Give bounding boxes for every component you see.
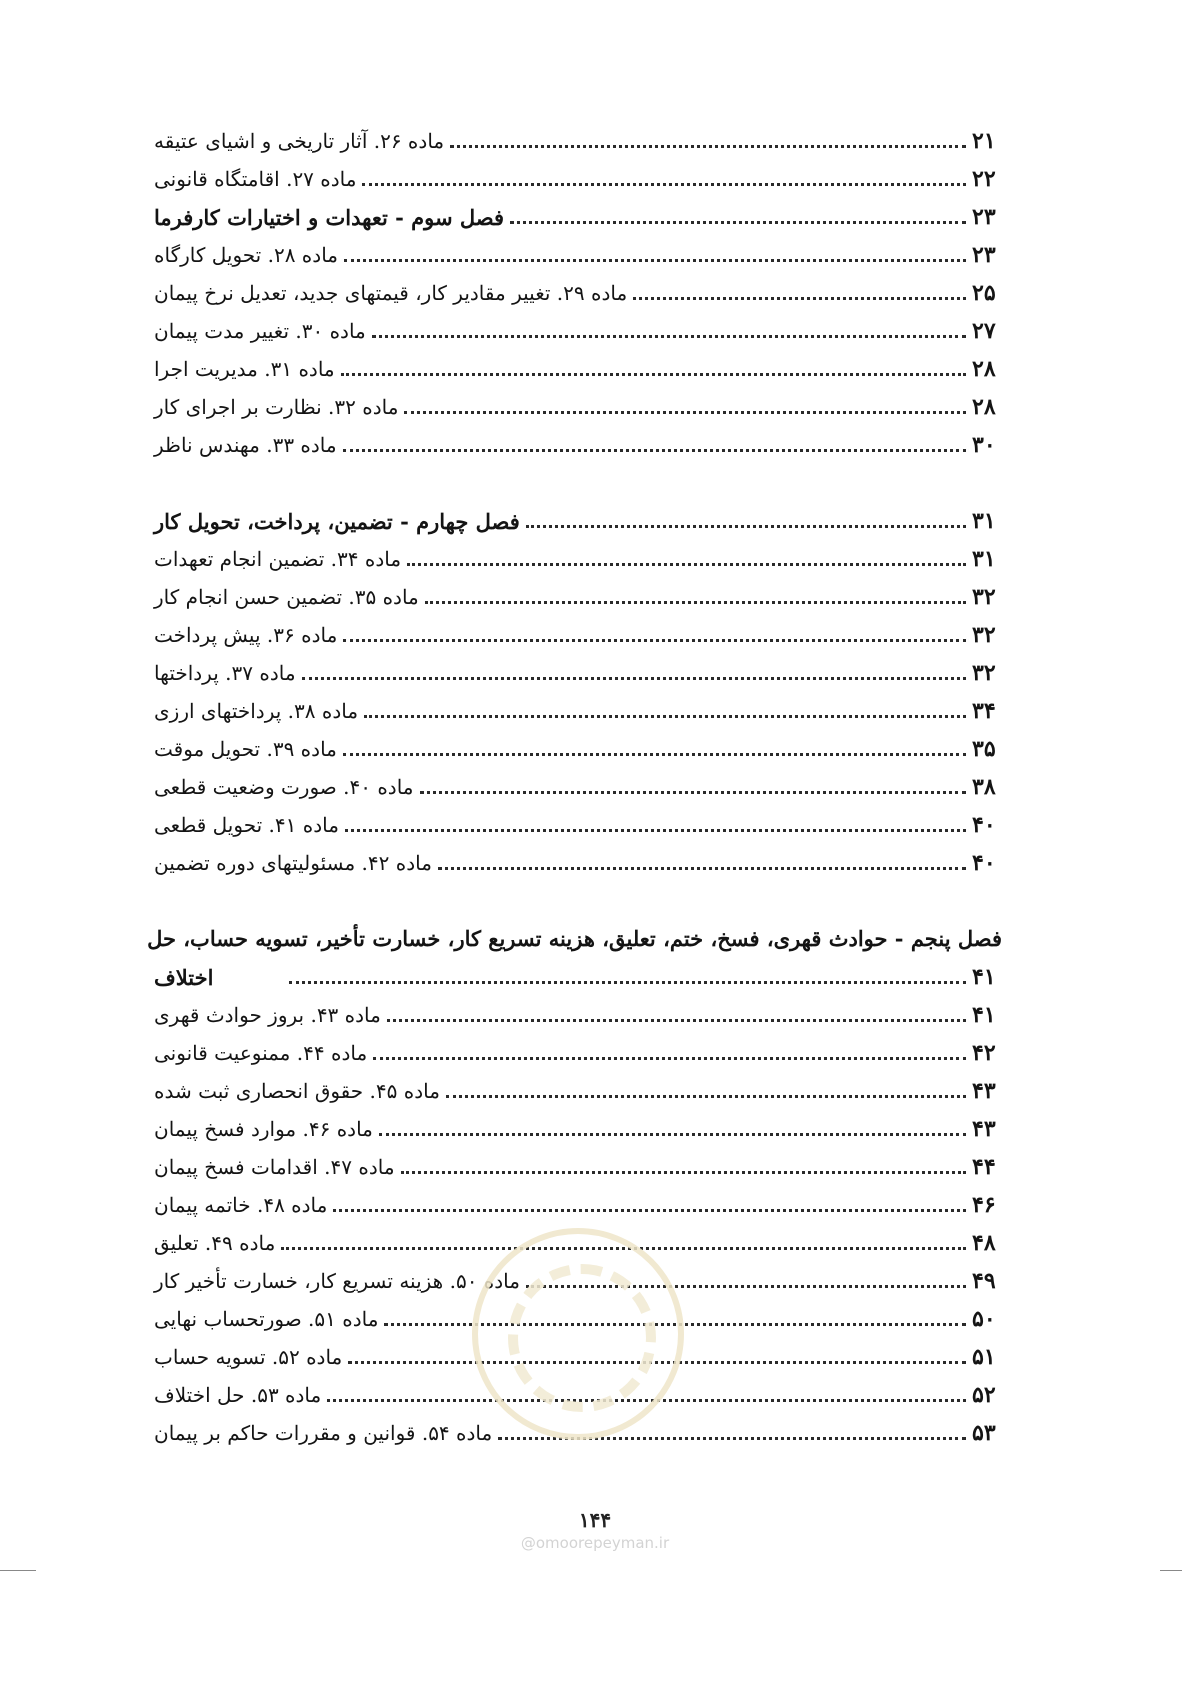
dot-leader: [372, 334, 966, 338]
dot-leader: [404, 410, 966, 414]
toc-entry-row: [150, 350, 1002, 388]
entry-title: ماده ۲۹. تغییر مقادیر کار، قیمتهای جدید، تعدیل نرخ پیمان: [154, 281, 628, 305]
dot-leader: [401, 1170, 966, 1174]
toc-entry-row: [150, 996, 1002, 1034]
entry-page-number: ۴۴: [972, 1154, 996, 1180]
toc-entry-row: [150, 122, 1002, 160]
toc-entry-row: [150, 274, 1002, 312]
entry-page-number: ۳۰: [972, 432, 996, 458]
entry-page-number: ۴۳: [972, 1116, 996, 1142]
entry-page-number: ۳۱: [972, 546, 996, 572]
dot-leader: [364, 714, 966, 718]
dot-leader: [387, 1018, 966, 1022]
entry-title: ماده ۵۴. قوانین و مقررات حاکم بر پیمان: [154, 1421, 493, 1445]
entry-page-number: ۴۰: [972, 812, 996, 838]
toc-entry-row: [150, 730, 1002, 768]
section-gap: [150, 464, 1002, 502]
entry-page-number: ۲۷: [972, 318, 996, 344]
toc-entry-row: [150, 768, 1002, 806]
entry-page-number: ۳۲: [972, 622, 996, 648]
chapter-5-title-row: [150, 958, 1002, 996]
entry-page-number: ۴۹: [972, 1268, 996, 1294]
toc-section-chapter-4: [150, 502, 1002, 882]
entry-page-number: ۵۱: [972, 1344, 996, 1370]
toc-entry-row: [150, 1148, 1002, 1186]
entry-title: ماده ۴۴. ممنوعیت قانونی: [154, 1041, 368, 1065]
chapter-title: فصل چهارم - تضمین، پرداخت، تحویل کار: [154, 508, 520, 534]
watermark-url: @omoorepeyman.ir: [520, 1534, 670, 1552]
entry-title: ماده ۵۱. صورتحساب نهایی: [154, 1307, 379, 1331]
toc-entry-row: [150, 616, 1002, 654]
entry-title: ماده ۴۷. اقدامات فسخ پیمان: [154, 1155, 395, 1179]
toc-entry-row: [150, 806, 1002, 844]
entry-page-number: ۲۳: [972, 242, 996, 268]
dot-leader: [333, 1208, 966, 1212]
toc-entry-row: [150, 578, 1002, 616]
toc-entry-row: [150, 844, 1002, 882]
entry-title: ماده ۴۹. تعلیق: [154, 1231, 276, 1255]
chapter-5-title-line-1: فصل پنجم - حوادث قهری، فسخ، ختم، تعلیق، هزینه تسریع کار، خسارت تأخیر، تسویه حساب، حل: [147, 926, 1002, 951]
toc-entry-row: [150, 1034, 1002, 1072]
entry-page-number: ۳۵: [972, 736, 996, 762]
entry-page-number: ۳۱: [972, 508, 996, 534]
entry-page-number: ۴۸: [972, 1230, 996, 1256]
dot-leader: [289, 980, 966, 984]
edge-mark-left: [0, 1570, 36, 1571]
entry-title: ماده ۳۰. تغییر مدت پیمان: [154, 319, 366, 343]
entry-title: ماده ۴۳. بروز حوادث قهری: [154, 1003, 381, 1027]
entry-title: ماده ۳۴. تضمین انجام تعهدات: [154, 547, 402, 571]
entry-page-number: ۲۵: [972, 280, 996, 306]
entry-page-number: ۲۳: [972, 204, 996, 230]
entry-title: ماده ۴۸. خاتمه پیمان: [154, 1193, 328, 1217]
chapter-5-title-line-2: اختلاف: [154, 964, 214, 990]
entry-page-number: ۲۸: [972, 356, 996, 382]
entry-title: ماده ۴۱. تحویل قطعی: [154, 813, 339, 837]
toc-entry-row: [150, 540, 1002, 578]
dot-leader: [373, 1056, 966, 1060]
dot-leader: [379, 1132, 966, 1136]
entry-page-number: ۲۲: [972, 166, 996, 192]
chapter-title: فصل سوم - تعهدات و اختیارات کارفرما: [154, 204, 505, 230]
entry-page-number: ۵۳: [972, 1420, 996, 1446]
dot-leader: [526, 524, 966, 528]
toc-entry-row: [150, 388, 1002, 426]
entry-title: ماده ۵۰. هزینه تسریع کار، خسارت تأخیر کار: [154, 1269, 520, 1293]
entry-title: ماده ۳۸. پرداختهای ارزی: [154, 699, 359, 723]
entry-page-number: ۲۸: [972, 394, 996, 420]
entry-title: ماده ۳۱. مدیریت اجرا: [154, 357, 335, 381]
toc-entry-row: [150, 1186, 1002, 1224]
entry-page-number: ۳۴: [972, 698, 996, 724]
entry-title: ماده ۳۹. تحویل موقت: [154, 737, 337, 761]
toc-section-part-a: [150, 122, 1002, 464]
dot-leader: [341, 372, 966, 376]
entry-page-number: ۳۲: [972, 660, 996, 686]
entry-title: ماده ۴۲. مسئولیتهای دوره تضمین: [154, 851, 432, 875]
dot-leader: [425, 600, 966, 604]
dot-leader: [450, 144, 966, 148]
entry-title: ماده ۴۰. صورت وضعیت قطعی: [154, 775, 414, 799]
entry-title: ماده ۵۲. تسویه حساب: [154, 1345, 343, 1369]
toc-entry-row: [150, 1072, 1002, 1110]
toc-chapter-row: [150, 502, 1002, 540]
toc-entry-row: [150, 1110, 1002, 1148]
entry-page-number: ۲۱: [972, 128, 996, 154]
dot-leader: [633, 296, 966, 300]
toc-entry-row: [150, 160, 1002, 198]
watermark-seal: [472, 1228, 684, 1440]
entry-title: ماده ۳۷. پرداختها: [154, 661, 296, 685]
section-gap: [150, 882, 1002, 920]
toc-chapter-row: [150, 198, 1002, 236]
entry-page-number: ۴۰: [972, 850, 996, 876]
entry-page-number: ۵۰: [972, 1306, 996, 1332]
dot-leader: [446, 1094, 966, 1098]
entry-page-number: ۴۶: [972, 1192, 996, 1218]
dot-leader: [345, 828, 966, 832]
dot-leader: [420, 790, 966, 794]
dot-leader: [343, 752, 966, 756]
entry-title: ماده ۳۳. مهندس ناظر: [154, 433, 337, 457]
entry-page-number: ۳۲: [972, 584, 996, 610]
dot-leader: [343, 448, 966, 452]
entry-page-number: ۳۸: [972, 774, 996, 800]
entry-title: ماده ۵۳. حل اختلاف: [154, 1383, 322, 1407]
dot-leader: [343, 638, 966, 642]
entry-title: ماده ۳۵. تضمین حسن انجام کار: [154, 585, 419, 609]
dot-leader: [344, 258, 966, 262]
dot-leader: [438, 866, 966, 870]
entry-page-number: ۴۲: [972, 1040, 996, 1066]
dot-leader: [510, 220, 966, 224]
dot-leader: [407, 562, 966, 566]
toc-entry-row: [150, 312, 1002, 350]
entry-page-number: ۴۱: [972, 1002, 996, 1028]
dot-leader: [362, 182, 966, 186]
entry-title: ماده ۴۶. موارد فسخ پیمان: [154, 1117, 373, 1141]
chapter-5-page-number: ۴۱: [972, 964, 996, 990]
entry-page-number: ۴۳: [972, 1078, 996, 1104]
dot-leader: [302, 676, 966, 680]
entry-title: ماده ۳۲. نظارت بر اجرای کار: [154, 395, 399, 419]
entry-page-number: ۵۲: [972, 1382, 996, 1408]
toc-entry-row: [150, 426, 1002, 464]
entry-title: ماده ۲۶. آثار تاریخی و اشیای عتیقه: [154, 129, 445, 153]
edge-mark-right: [1160, 1570, 1182, 1571]
entry-title: ماده ۴۵. حقوق انحصاری ثبت شده: [154, 1079, 440, 1103]
watermark-gear-ring: [508, 1264, 656, 1412]
toc-entry-row: [150, 692, 1002, 730]
entry-title: ماده ۲۷. اقامتگاه قانونی: [154, 167, 357, 191]
toc-entry-row: [150, 236, 1002, 274]
toc-entry-row: [150, 654, 1002, 692]
page-number: ۱۴۴: [578, 1508, 612, 1532]
entry-title: ماده ۳۶. پیش پرداخت: [154, 623, 338, 647]
entry-title: ماده ۲۸. تحویل کارگاه: [154, 243, 339, 267]
